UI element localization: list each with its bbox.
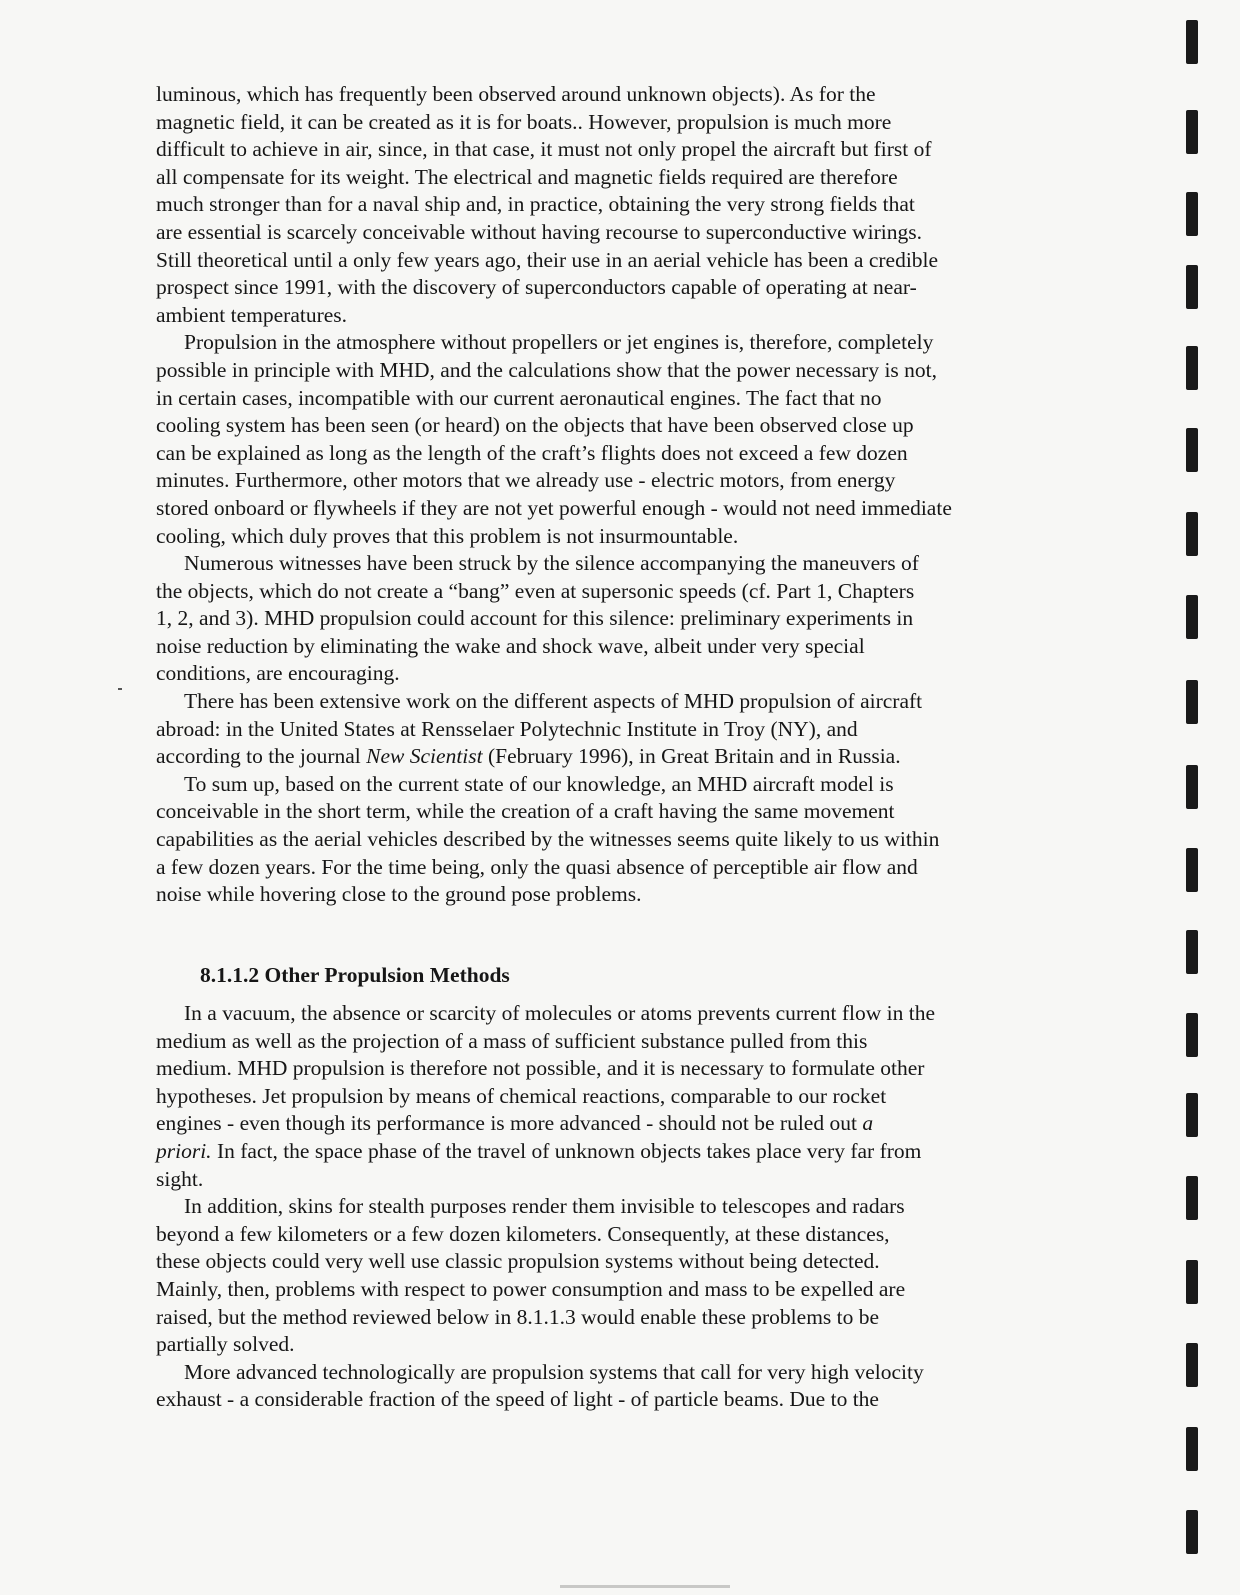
- binding-hole: [1186, 1093, 1198, 1137]
- text-line: difficult to achieve in air, since, in that case, it must not only propel the aircraft but first of: [156, 137, 932, 162]
- priori-line-after: In fact, the space phase of the travel of unknown objects takes place very far from: [211, 1138, 922, 1163]
- binding-holes: [1186, 0, 1216, 1595]
- binding-hole: [1186, 1510, 1198, 1554]
- text-line: much stronger than for a naval ship and, in practice, obtaining the very strong fields that: [156, 192, 915, 217]
- binding-hole: [1186, 428, 1198, 472]
- binding-hole: [1186, 110, 1198, 154]
- text-line: 1, 2, and 3). MHD propulsion could account for this silence: preliminary experiments in: [156, 606, 914, 631]
- text-line: conditions, are encouraging.: [156, 661, 400, 686]
- text-line: are essential is scarcely conceivable without having recourse to superconductive wirings.: [156, 219, 922, 244]
- binding-hole: [1186, 1176, 1198, 1220]
- paragraph-start-line: Numerous witnesses have been struck by the silence accompanying the maneuvers of: [184, 551, 919, 576]
- text-line: a few dozen years. For the time being, only the quasi absence of perceptible air flow and: [156, 854, 918, 879]
- section-heading: 8.1.1.2 Other Propulsion Methods: [200, 963, 510, 987]
- journal-line-before: according to the journal: [156, 744, 367, 769]
- binding-hole: [1186, 680, 1198, 724]
- text-line: cooling system has been seen (or heard) on the objects that have been observed close up: [156, 413, 914, 438]
- binding-hole: [1186, 265, 1198, 309]
- binding-hole: [1186, 346, 1198, 390]
- body-text-section-2: [156, 1000, 1056, 1414]
- text-line: stored onboard or flywheels if they are not yet powerful enough - would not need immediate: [156, 495, 952, 520]
- paragraph-start-line: There has been extensive work on the different aspects of MHD propulsion of aircraft: [184, 689, 923, 714]
- text-line: raised, but the method reviewed below in 8.1.1.3 would enable these problems to be: [156, 1304, 880, 1329]
- text-line: Still theoretical until a only few years ago, their use in an aerial vehicle has been a credible: [156, 247, 939, 272]
- text-line: hypotheses. Jet propulsion by means of chemical reactions, comparable to our rocket: [156, 1083, 887, 1108]
- binding-hole: [1186, 595, 1198, 639]
- text-line: capabilities as the aerial vehicles described by the witnesses seems quite likely to us within: [156, 827, 940, 852]
- paragraph-start-line: Propulsion in the atmosphere without propellers or jet engines is, therefore, completely: [184, 330, 934, 355]
- text-line: partially solved.: [156, 1332, 295, 1357]
- paragraph-start-line: In a vacuum, the absence or scarcity of molecules or atoms prevents current flow in the: [184, 1001, 936, 1025]
- text-line: medium as well as the projection of a mass of sufficient substance pulled from this: [156, 1028, 868, 1053]
- journal-name: New Scientist: [366, 744, 483, 769]
- a-priori-line-2: [156, 1138, 1056, 1166]
- body-text-section-1: [156, 81, 1056, 909]
- text-line: luminous, which has frequently been observed around unknown objects). As for the: [156, 82, 876, 106]
- binding-hole: [1186, 848, 1198, 892]
- text-line: magnetic field, it can be created as it is for boats.. However, propulsion is much more: [156, 109, 892, 134]
- text-line: noise reduction by eliminating the wake and shock wave, albeit under very special: [156, 633, 865, 658]
- a-priori-line-1: [156, 1110, 1056, 1138]
- text-line: exhaust - a considerable fraction of the speed of light - of particle beams. Due to the: [156, 1387, 879, 1412]
- text-line: noise while hovering close to the ground pose problems.: [156, 882, 642, 907]
- binding-hole: [1186, 1427, 1198, 1471]
- scan-smudge: [560, 1585, 730, 1588]
- text-line: in certain cases, incompatible with our current aeronautical engines. The fact that no: [156, 385, 882, 410]
- text-line: conceivable in the short term, while the creation of a craft having the same movement: [156, 799, 895, 824]
- text-line: medium. MHD propulsion is therefore not possible, and it is necessary to formulate other: [156, 1056, 925, 1081]
- text-line: abroad: in the United States at Rensselaer Polytechnic Institute in Troy (NY), and: [156, 716, 858, 741]
- priori-italic: priori.: [156, 1138, 212, 1163]
- text-line: these objects could very well use classic propulsion systems without being detected.: [156, 1249, 880, 1274]
- stray-mark: [118, 688, 122, 690]
- a-italic: a: [862, 1111, 874, 1136]
- binding-hole: [1186, 1343, 1198, 1387]
- text-line: possible in principle with MHD, and the calculations show that the power necessary is not,: [156, 357, 938, 382]
- text-line: the objects, which do not create a “bang” even at supersonic speeds (cf. Part 1, Chapters: [156, 578, 915, 603]
- text-line: minutes. Furthermore, other motors that we already use - electric motors, from energy: [156, 468, 896, 493]
- paragraph-start-line: In addition, skins for stealth purposes render them invisible to telescopes and radars: [184, 1194, 905, 1219]
- text-line: can be explained as long as the length of the craft’s flights does not exceed a few dozen: [156, 440, 908, 465]
- binding-hole: [1186, 20, 1198, 64]
- text-line: beyond a few kilometers or a few dozen kilometers. Consequently, at these distances,: [156, 1221, 890, 1246]
- binding-hole: [1186, 1013, 1198, 1057]
- binding-hole: [1186, 512, 1198, 556]
- text-line: cooling, which duly proves that this problem is not insurmountable.: [156, 523, 739, 548]
- journal-line-after: (February 1996), in Great Britain and in Russia.: [482, 744, 901, 769]
- text-line: prospect since 1991, with the discovery of superconductors capable of operating at near-: [156, 275, 917, 300]
- binding-hole: [1186, 1260, 1198, 1304]
- binding-hole: [1186, 765, 1198, 809]
- binding-hole: [1186, 930, 1198, 974]
- text-line: ambient temperatures.: [156, 302, 348, 327]
- binding-hole: [1186, 192, 1198, 236]
- paragraph-start-line: More advanced technologically are propulsion systems that call for very high velocity: [184, 1359, 924, 1384]
- text-line: Mainly, then, problems with respect to power consumption and mass to be expelled are: [156, 1276, 906, 1301]
- a-line-before: engines - even though its performance is more advanced - should not be ruled out: [156, 1111, 863, 1136]
- paragraph-start-line: To sum up, based on the current state of our knowledge, an MHD aircraft model is: [184, 771, 894, 796]
- journal-citation-line: [156, 743, 1056, 771]
- text-line: all compensate for its weight. The electrical and magnetic fields required are therefore: [156, 164, 898, 189]
- text-line: sight.: [156, 1166, 204, 1191]
